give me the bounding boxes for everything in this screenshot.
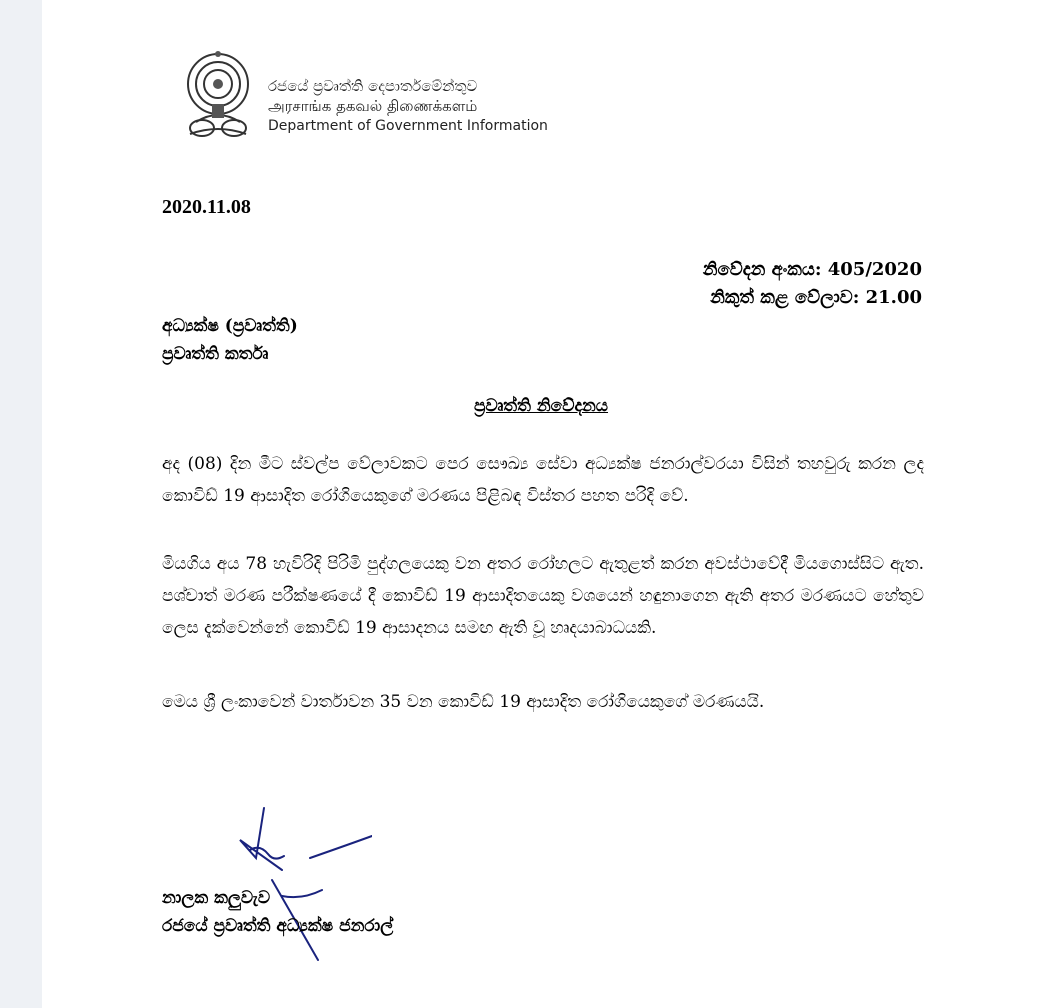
reference-block	[703, 256, 922, 312]
recipient-block	[162, 312, 298, 368]
department-title-english: Department of Government Information	[268, 118, 548, 134]
signer-name: නාලක කලුවැව	[162, 888, 271, 908]
recipient-line-2: ප්‍රවෘත්ති කර්තෘ	[162, 344, 269, 364]
signer-block	[162, 884, 393, 940]
department-title-tamil: அரசாங்க தகவல் திணைக்களம்	[268, 97, 478, 115]
department-header	[268, 76, 548, 136]
release-title: ප්‍රවෘත්ති නිවේදනය	[473, 396, 609, 416]
release-number: නිවේදන අංකය: 405/2020	[702, 259, 922, 280]
paragraph-2: මියගිය අය 78 හැවිරිදි පිරිමි පුද්ගලයෙකු වන අතර රෝහලට ඇතුළත් කරන අවස්ථාවේදී මියගොස්සිට ඇත. පශ්චාත් මරණ පරීක්ෂණයේ දී කොවිඩ් 19 ආසාදිතයෙකු වශයෙන් හඳුනාගෙන ඇති අතර මරණයට හේතුව ලෙස දැක්වෙන්නේ කොවිඩ් 19 ආසාදනය සමඟ ඇති වූ හෘදයාබාධයකි.	[162, 554, 924, 638]
paragraph-1: අද (08) දින මීට ස්වල්ප වේලාවකට පෙර සෞඛ්‍ය සේවා අධ්‍යක්ෂ ජනරාල්වරයා විසින් තහවුරු කරන ලද කොවිඩ් 19 ආසාදිත රෝගියෙකුගේ මරණය පිළිබඳ විස්තර පහත පරිදි වේ.	[162, 454, 924, 506]
issue-time: නිකුත් කළ වේලාව: 21.00	[710, 287, 922, 308]
paragraph-3: මෙය ශ්‍රී ලංකාවෙන් වාර්තාවන 35 වන කොවිඩ් 19 ආසාදිත රෝගියෙකුගේ මරණයයි.	[162, 692, 765, 712]
signer-title: රජයේ ප්‍රවෘත්ති අධ්‍යක්ෂ ජනරාල්	[162, 916, 394, 936]
department-title-sinhala: රජයේ ප්‍රවෘත්ති දෙපාර්තමේන්තුව	[268, 77, 478, 95]
release-date: 2020.11.08	[162, 196, 251, 218]
recipient-line-1: අධ්‍යක්ෂ (ප්‍රවෘත්ති)	[162, 316, 298, 336]
document-page	[42, 0, 1040, 1008]
sri-lanka-emblem-icon	[176, 44, 282, 146]
